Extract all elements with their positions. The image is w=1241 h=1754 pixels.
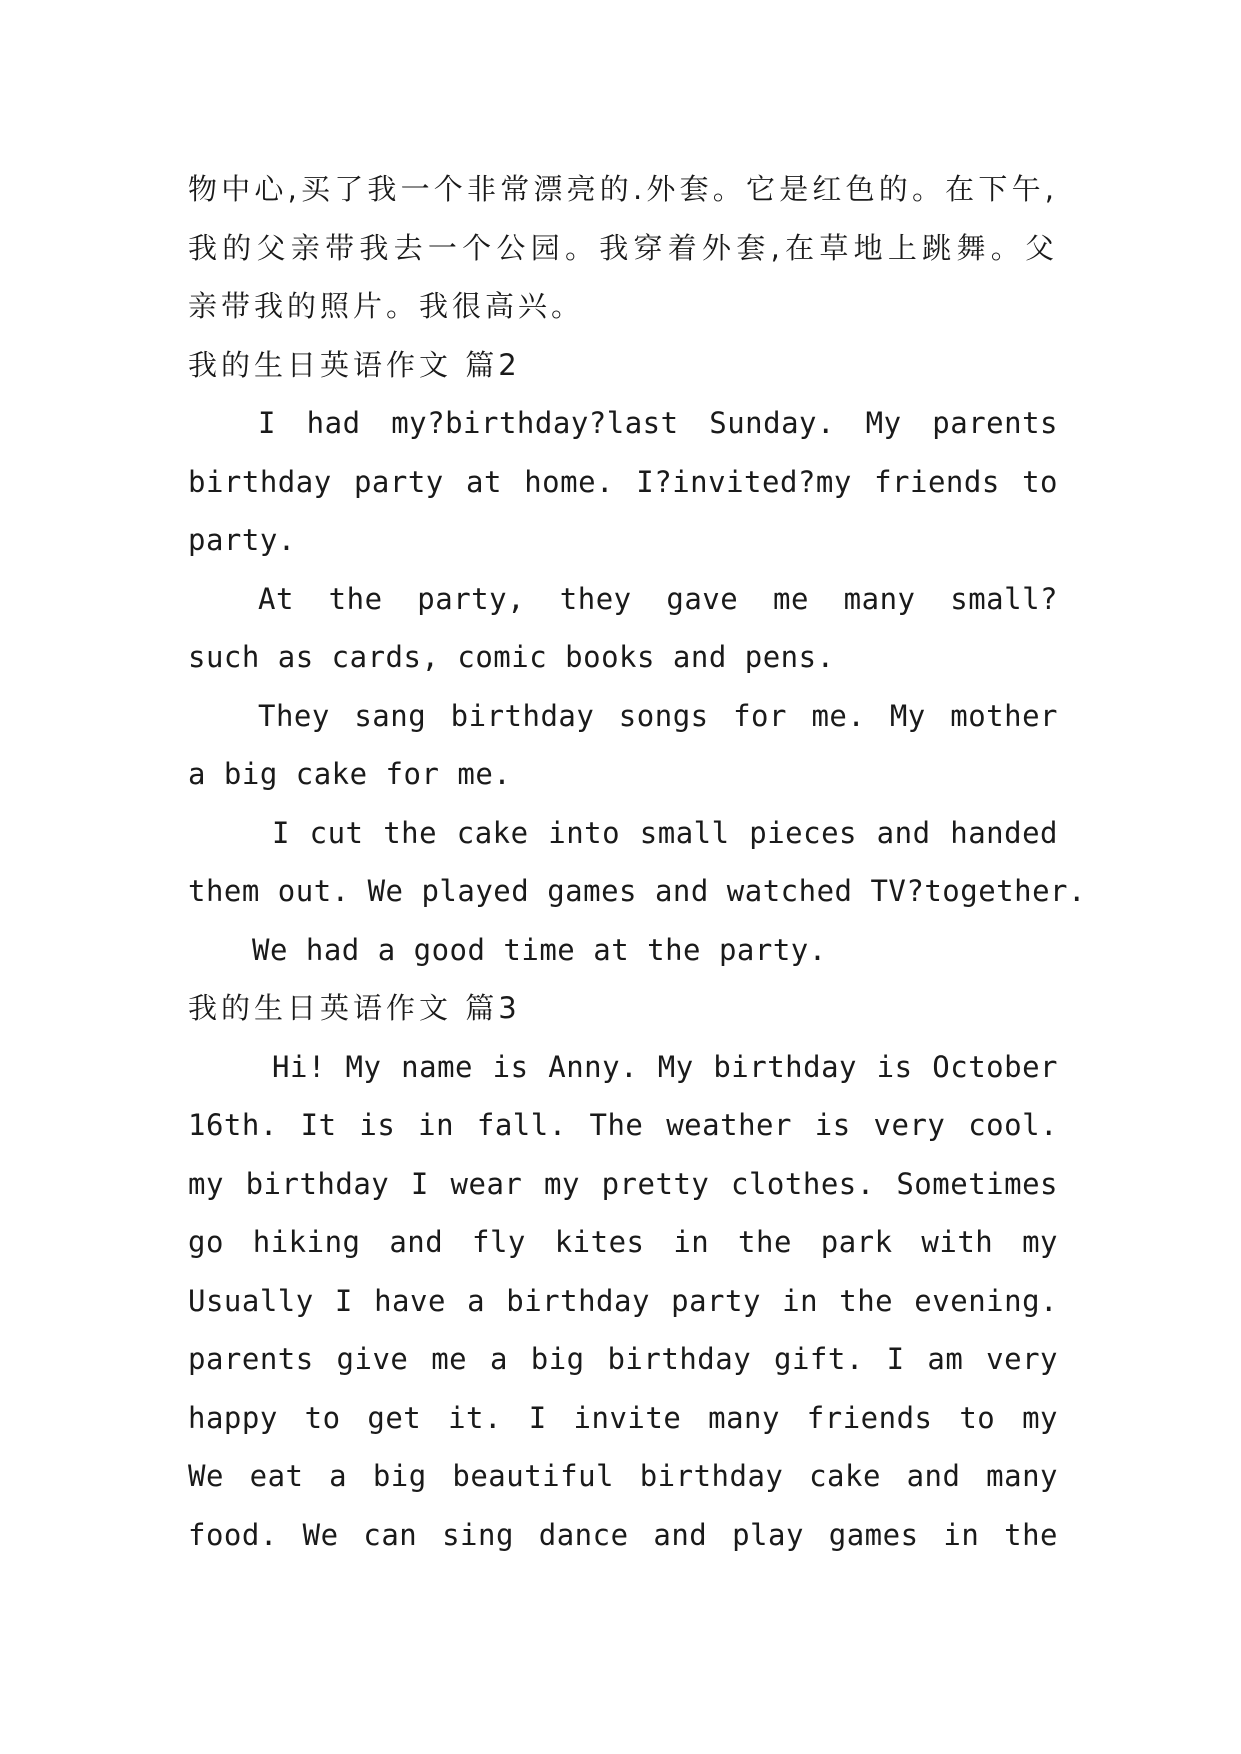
essay-3-line: We eat a big beautiful birthday cake and many — [188, 1459, 1058, 1493]
essay-2-line: I cut the cake into small pieces and handed — [272, 815, 1058, 850]
essay-2-line: At the party, they gave me many small? — [258, 581, 1058, 616]
essay-2-line: them out. We played games and watched TV?together. — [188, 874, 1086, 908]
essay-3-line: Usually I have a birthday party in the evening. — [188, 1283, 1058, 1318]
essay-3-heading: 我的生日英语作文 篇3 — [188, 991, 521, 1025]
essay-2-heading: 我的生日英语作文 篇2 — [188, 347, 521, 382]
essay-2-line: a big cake for me. — [188, 757, 512, 791]
essay-2-line: We had a good time at the party. — [252, 932, 827, 967]
essay-2-line: party. — [188, 523, 296, 557]
essay-3-line: food. We can sing dance and play games in the — [188, 1517, 1058, 1552]
essay-3-line: happy to get it. I invite many friends to my — [188, 1400, 1058, 1435]
intro-line: 我的父亲带我去一个公园。我穿着外套,在草地上跳舞。父 — [188, 230, 1058, 265]
essay-3-line: go hiking and fly kites in the park with my — [188, 1225, 1058, 1259]
essay-3-line: 16th. It is in fall. The weather is very cool. — [188, 1108, 1058, 1142]
document-body — [188, 160, 1086, 1564]
intro-line: 物中心,买了我一个非常漂亮的.外套。它是红色的。在下午, — [188, 172, 1058, 206]
essay-3-line: my birthday I wear my pretty clothes. Sometimes — [188, 1166, 1058, 1201]
essay-2-line: such as cards, comic books and pens. — [188, 640, 835, 674]
essay-2-line: I had my?birthday?last Sunday. My parents — [258, 406, 1058, 440]
essay-3-line: Hi! My name is Anny. My birthday is October — [272, 1049, 1058, 1084]
essay-2-line: They sang birthday songs for me. My mother — [258, 698, 1058, 733]
essay-2-line: birthday party at home. I?invited?my friends to — [188, 464, 1058, 499]
intro-line: 亲带我的照片。我很高兴。 — [188, 289, 585, 323]
essay-3-line: parents give me a big birthday gift. I am very — [188, 1342, 1058, 1376]
